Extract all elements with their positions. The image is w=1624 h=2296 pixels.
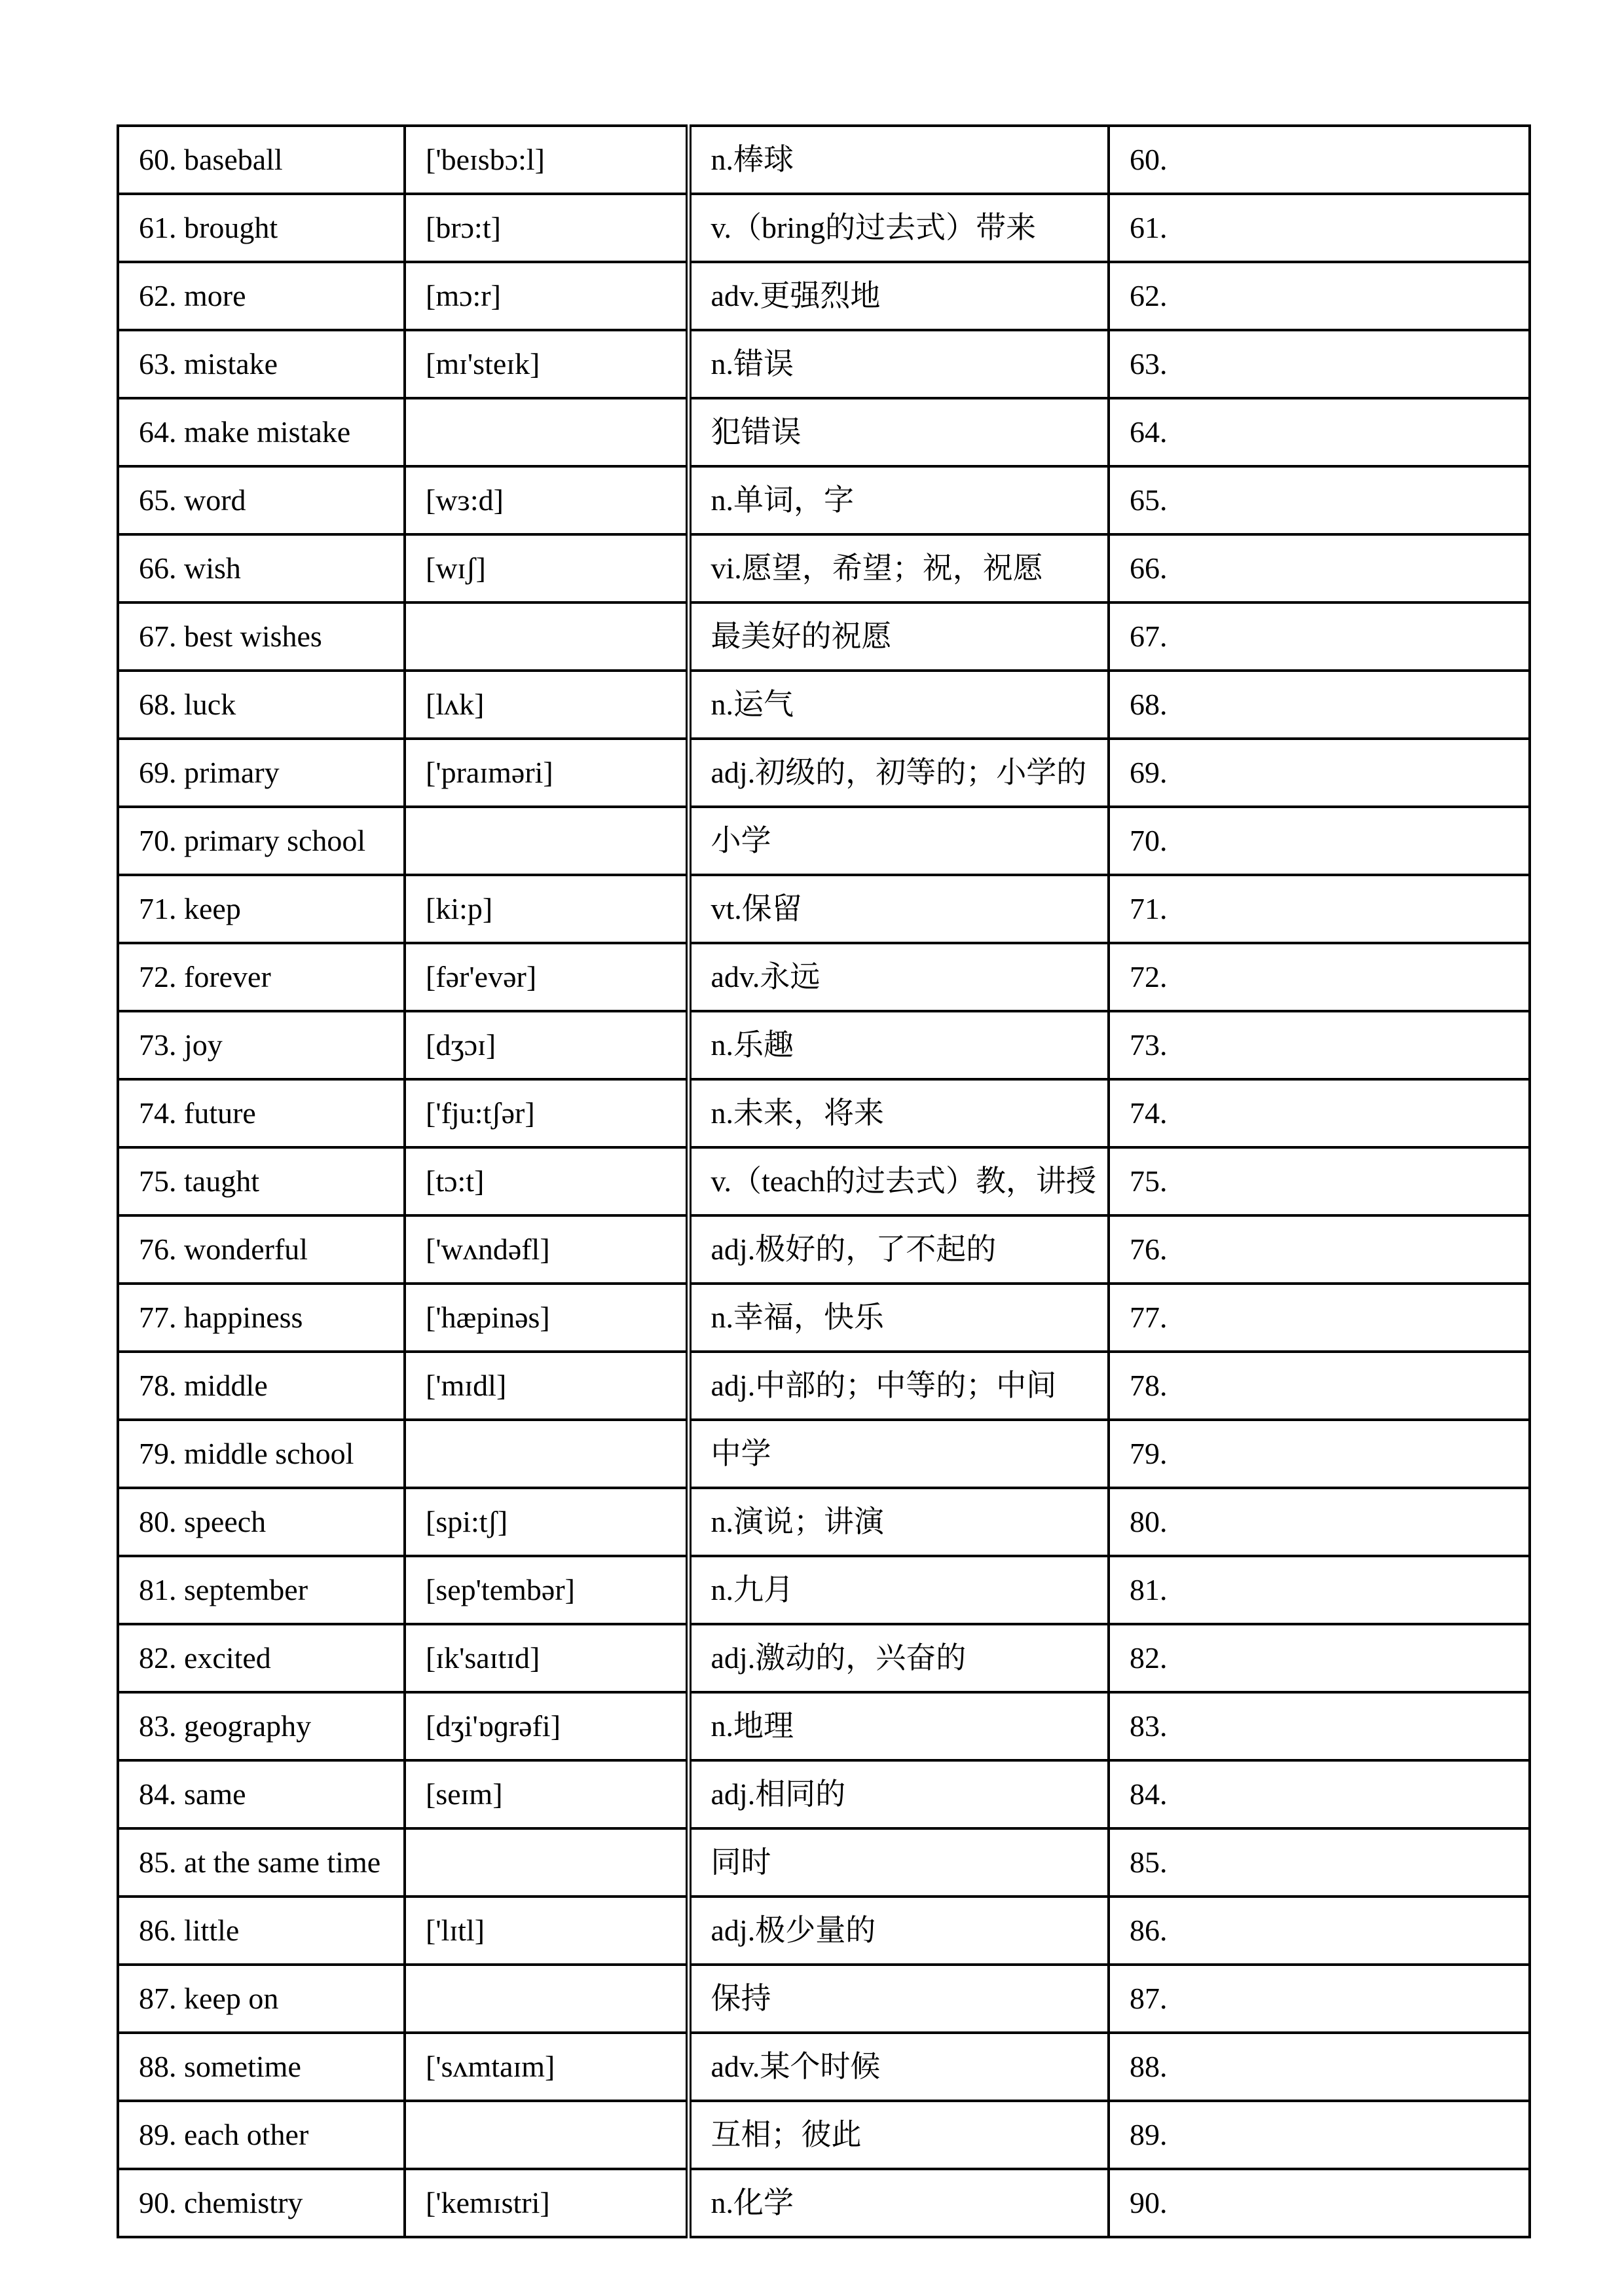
- meaning-cell: adj.极好的，了不起的: [688, 1215, 1109, 1284]
- number-cell: 80.: [1109, 1488, 1530, 1556]
- meaning-cell: n.演说；讲演: [688, 1488, 1109, 1556]
- number-cell: 61.: [1109, 194, 1530, 262]
- word-cell: 75. taught: [118, 1147, 405, 1215]
- word-cell: 90. chemistry: [118, 2169, 405, 2237]
- meaning-cell: n.运气: [688, 671, 1109, 739]
- meaning-cell: n.九月: [688, 1556, 1109, 1624]
- phonetic-cell: [405, 602, 688, 671]
- table-row: [118, 330, 1530, 398]
- phonetic-cell: [lʌk]: [405, 671, 688, 739]
- meaning-cell: 犯错误: [688, 398, 1109, 466]
- number-cell: 74.: [1109, 1079, 1530, 1147]
- meaning-cell: 互相；彼此: [688, 2101, 1109, 2169]
- meaning-cell: n.地理: [688, 1692, 1109, 1760]
- phonetic-cell: ['hæpinəs]: [405, 1284, 688, 1352]
- table-row: [118, 2033, 1530, 2101]
- number-cell: 76.: [1109, 1215, 1530, 1284]
- phonetic-cell: [405, 2101, 688, 2169]
- word-cell: 86. little: [118, 1897, 405, 1965]
- number-cell: 73.: [1109, 1011, 1530, 1079]
- table-row: [118, 1079, 1530, 1147]
- phonetic-cell: [tɔ:t]: [405, 1147, 688, 1215]
- number-cell: 63.: [1109, 330, 1530, 398]
- word-cell: 81. september: [118, 1556, 405, 1624]
- vocabulary-table: [117, 124, 1531, 2238]
- phonetic-cell: [405, 807, 688, 875]
- word-cell: 72. forever: [118, 943, 405, 1011]
- number-cell: 88.: [1109, 2033, 1530, 2101]
- phonetic-cell: [wɪʃ]: [405, 534, 688, 602]
- phonetic-cell: [mɪ'steɪk]: [405, 330, 688, 398]
- phonetic-cell: [405, 1828, 688, 1897]
- table-row: [118, 126, 1530, 194]
- table-row: [118, 1488, 1530, 1556]
- table-row: [118, 262, 1530, 330]
- number-cell: 70.: [1109, 807, 1530, 875]
- word-cell: 61. brought: [118, 194, 405, 262]
- number-cell: 78.: [1109, 1352, 1530, 1420]
- meaning-cell: adj.中部的；中等的；中间: [688, 1352, 1109, 1420]
- number-cell: 68.: [1109, 671, 1530, 739]
- word-cell: 67. best wishes: [118, 602, 405, 671]
- number-cell: 81.: [1109, 1556, 1530, 1624]
- number-cell: 84.: [1109, 1760, 1530, 1828]
- phonetic-cell: [spi:tʃ]: [405, 1488, 688, 1556]
- number-cell: 64.: [1109, 398, 1530, 466]
- number-cell: 87.: [1109, 1965, 1530, 2033]
- table-row: [118, 807, 1530, 875]
- table-row: [118, 602, 1530, 671]
- phonetic-cell: ['praɪməri]: [405, 739, 688, 807]
- word-cell: 84. same: [118, 1760, 405, 1828]
- word-cell: 69. primary: [118, 739, 405, 807]
- meaning-cell: 最美好的祝愿: [688, 602, 1109, 671]
- phonetic-cell: [405, 1965, 688, 2033]
- meaning-cell: n.棒球: [688, 126, 1109, 194]
- word-cell: 64. make mistake: [118, 398, 405, 466]
- meaning-cell: adj.相同的: [688, 1760, 1109, 1828]
- table-row: [118, 194, 1530, 262]
- number-cell: 89.: [1109, 2101, 1530, 2169]
- phonetic-cell: [ɪk'saɪtɪd]: [405, 1624, 688, 1692]
- table-row: [118, 2169, 1530, 2237]
- table-row: [118, 1420, 1530, 1488]
- number-cell: 66.: [1109, 534, 1530, 602]
- word-cell: 70. primary school: [118, 807, 405, 875]
- number-cell: 71.: [1109, 875, 1530, 943]
- table-row: [118, 1215, 1530, 1284]
- meaning-cell: n.化学: [688, 2169, 1109, 2237]
- meaning-cell: adj.极少量的: [688, 1897, 1109, 1965]
- table-row: [118, 1965, 1530, 2033]
- number-cell: 67.: [1109, 602, 1530, 671]
- table-row: [118, 1011, 1530, 1079]
- phonetic-cell: [wɜ:d]: [405, 466, 688, 534]
- number-cell: 69.: [1109, 739, 1530, 807]
- phonetic-cell: ['kemɪstri]: [405, 2169, 688, 2237]
- word-cell: 74. future: [118, 1079, 405, 1147]
- word-cell: 87. keep on: [118, 1965, 405, 2033]
- word-cell: 60. baseball: [118, 126, 405, 194]
- table-row: [118, 1556, 1530, 1624]
- number-cell: 85.: [1109, 1828, 1530, 1897]
- table-row: [118, 2101, 1530, 2169]
- number-cell: 65.: [1109, 466, 1530, 534]
- meaning-cell: 中学: [688, 1420, 1109, 1488]
- word-cell: 62. more: [118, 262, 405, 330]
- word-cell: 65. word: [118, 466, 405, 534]
- table-row: [118, 1828, 1530, 1897]
- table-row: [118, 1352, 1530, 1420]
- phonetic-cell: [ki:p]: [405, 875, 688, 943]
- phonetic-cell: [seɪm]: [405, 1760, 688, 1828]
- word-cell: 89. each other: [118, 2101, 405, 2169]
- table-row: [118, 943, 1530, 1011]
- meaning-cell: 小学: [688, 807, 1109, 875]
- table-row: [118, 1147, 1530, 1215]
- phonetic-cell: [405, 398, 688, 466]
- meaning-cell: adv.永远: [688, 943, 1109, 1011]
- table-row: [118, 739, 1530, 807]
- phonetic-cell: ['sʌmtaɪm]: [405, 2033, 688, 2101]
- meaning-cell: n.乐趣: [688, 1011, 1109, 1079]
- word-cell: 63. mistake: [118, 330, 405, 398]
- number-cell: 60.: [1109, 126, 1530, 194]
- word-cell: 73. joy: [118, 1011, 405, 1079]
- table-row: [118, 1897, 1530, 1965]
- number-cell: 79.: [1109, 1420, 1530, 1488]
- phonetic-cell: [fər'evər]: [405, 943, 688, 1011]
- phonetic-cell: ['wʌndəfl]: [405, 1215, 688, 1284]
- phonetic-cell: ['beɪsbɔ:l]: [405, 126, 688, 194]
- number-cell: 77.: [1109, 1284, 1530, 1352]
- phonetic-cell: [mɔ:r]: [405, 262, 688, 330]
- meaning-cell: adv.某个时候: [688, 2033, 1109, 2101]
- word-cell: 88. sometime: [118, 2033, 405, 2101]
- meaning-cell: vi.愿望，希望；祝，祝愿: [688, 534, 1109, 602]
- word-cell: 71. keep: [118, 875, 405, 943]
- table-row: [118, 1760, 1530, 1828]
- word-cell: 85. at the same time: [118, 1828, 405, 1897]
- table-row: [118, 1284, 1530, 1352]
- phonetic-cell: ['mɪdl]: [405, 1352, 688, 1420]
- phonetic-cell: [sep'tembər]: [405, 1556, 688, 1624]
- word-cell: 78. middle: [118, 1352, 405, 1420]
- meaning-cell: 保持: [688, 1965, 1109, 2033]
- number-cell: 82.: [1109, 1624, 1530, 1692]
- table-row: [118, 398, 1530, 466]
- word-cell: 79. middle school: [118, 1420, 405, 1488]
- meaning-cell: adv.更强烈地: [688, 262, 1109, 330]
- number-cell: 83.: [1109, 1692, 1530, 1760]
- meaning-cell: 同时: [688, 1828, 1109, 1897]
- meaning-cell: n.错误: [688, 330, 1109, 398]
- table-row: [118, 466, 1530, 534]
- meaning-cell: n.单词，字: [688, 466, 1109, 534]
- phonetic-cell: ['fju:tʃər]: [405, 1079, 688, 1147]
- table-row: [118, 671, 1530, 739]
- meaning-cell: v.（bring的过去式）带来: [688, 194, 1109, 262]
- table-row: [118, 1624, 1530, 1692]
- phonetic-cell: [dʒɔɪ]: [405, 1011, 688, 1079]
- table-row: [118, 1692, 1530, 1760]
- table-row: [118, 534, 1530, 602]
- word-cell: 68. luck: [118, 671, 405, 739]
- word-cell: 83. geography: [118, 1692, 405, 1760]
- vocab-table-body: [118, 126, 1530, 2237]
- table-row: [118, 875, 1530, 943]
- meaning-cell: n.未来，将来: [688, 1079, 1109, 1147]
- number-cell: 62.: [1109, 262, 1530, 330]
- meaning-cell: adj.初级的，初等的；小学的: [688, 739, 1109, 807]
- meaning-cell: adj.激动的，兴奋的: [688, 1624, 1109, 1692]
- word-cell: 66. wish: [118, 534, 405, 602]
- word-cell: 76. wonderful: [118, 1215, 405, 1284]
- phonetic-cell: [405, 1420, 688, 1488]
- phonetic-cell: [dʒi'ɒɡrəfi]: [405, 1692, 688, 1760]
- word-cell: 77. happiness: [118, 1284, 405, 1352]
- number-cell: 72.: [1109, 943, 1530, 1011]
- number-cell: 90.: [1109, 2169, 1530, 2237]
- word-cell: 82. excited: [118, 1624, 405, 1692]
- phonetic-cell: ['lɪtl]: [405, 1897, 688, 1965]
- phonetic-cell: [brɔ:t]: [405, 194, 688, 262]
- number-cell: 86.: [1109, 1897, 1530, 1965]
- word-cell: 80. speech: [118, 1488, 405, 1556]
- meaning-cell: v.（teach的过去式）教，讲授: [688, 1147, 1109, 1215]
- meaning-cell: vt.保留: [688, 875, 1109, 943]
- number-cell: 75.: [1109, 1147, 1530, 1215]
- meaning-cell: n.幸福，快乐: [688, 1284, 1109, 1352]
